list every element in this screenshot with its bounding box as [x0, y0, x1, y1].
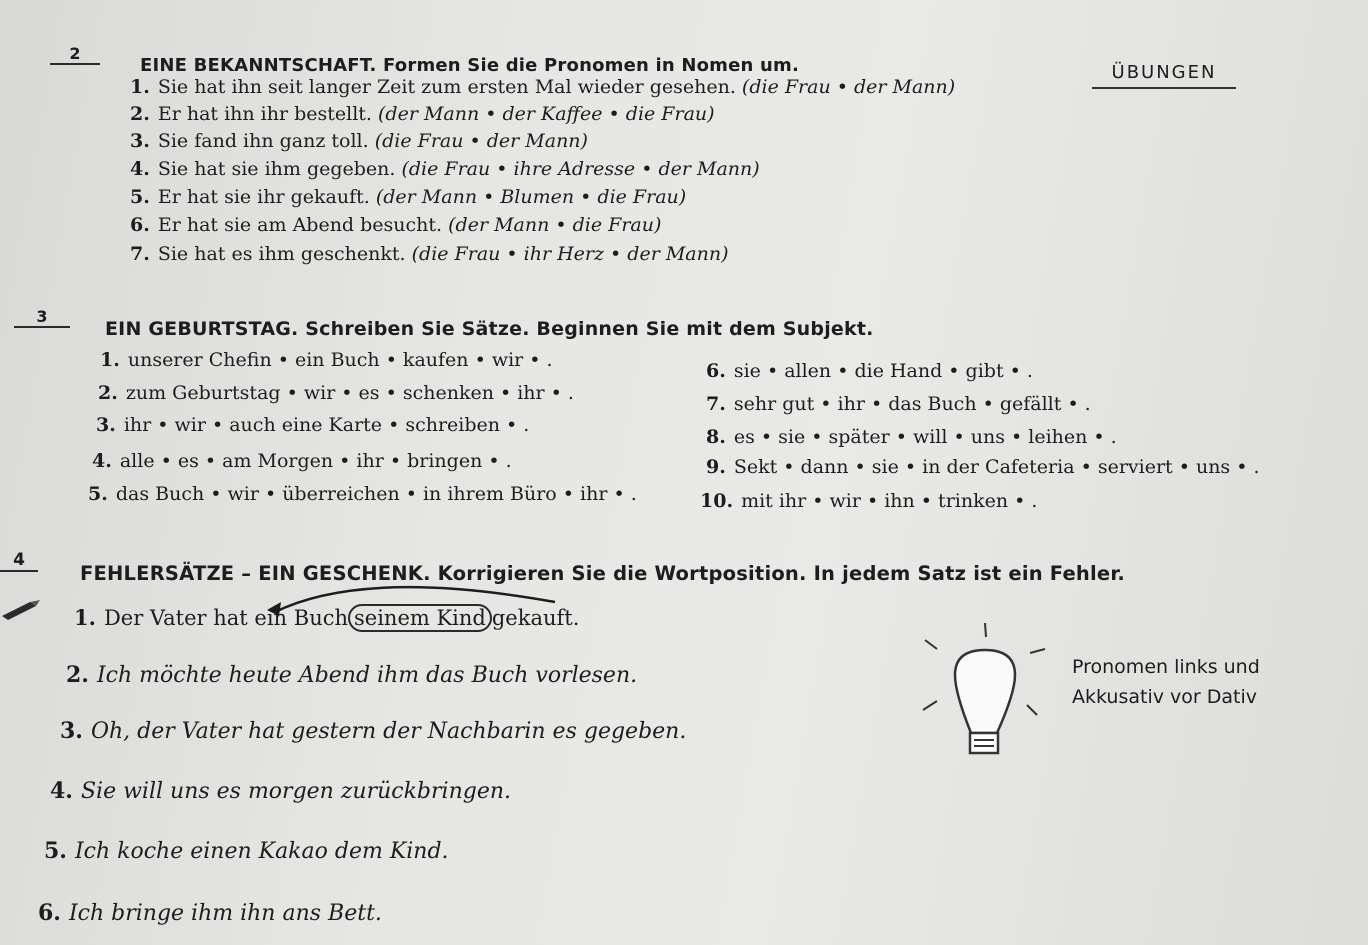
list-item: [706, 456, 1260, 478]
item-text: Sie hat sie ihm gegeben.: [157, 158, 396, 180]
list-item: [130, 243, 729, 265]
list-item: [706, 360, 1033, 382]
item-hint: (der Mann • der Kaffee • die Frau): [378, 103, 715, 125]
item-text: alle • es • am Morgen • ihr • bringen • .: [119, 450, 512, 472]
item-number: 3.: [60, 718, 83, 744]
list-item: [74, 605, 579, 630]
item-text: sie • allen • die Hand • gibt • .: [733, 360, 1033, 382]
item-number: 7.: [706, 393, 726, 415]
lightbulb-icon: [915, 615, 1065, 779]
item-number: 1.: [100, 349, 120, 371]
item-number: 3.: [96, 414, 116, 436]
item-number: 4.: [50, 778, 73, 804]
list-item: [44, 838, 449, 864]
item-text: das Buch • wir • überreichen • in ihrem Büro • ihr • .: [115, 483, 637, 505]
item-text: Er hat sie am Abend besucht.: [157, 214, 443, 236]
list-item: [706, 426, 1117, 448]
list-item: [96, 414, 529, 436]
list-item: [130, 186, 686, 208]
item-text: zum Geburtstag • wir • es • schenken • ihr • .: [125, 382, 574, 404]
item-text: Ich bringe ihm ihn ans Bett.: [68, 901, 382, 926]
list-item: [88, 483, 637, 505]
item-hint: (der Mann • die Frau): [448, 214, 662, 236]
item-hint: (die Frau • der Mann): [374, 130, 588, 152]
tip-line-1: Pronomen links und: [1072, 656, 1260, 678]
item-text: es • sie • später • will • uns • leihen • .: [733, 426, 1117, 448]
list-item: [38, 900, 382, 926]
list-item: [130, 130, 588, 152]
pencil-icon: [0, 596, 44, 626]
list-item: [50, 778, 511, 804]
item-text: Sie will uns es morgen zurückbringen.: [80, 779, 511, 804]
tip-text: [1072, 652, 1260, 712]
item-number: 6.: [38, 900, 61, 926]
item-text: ihr • wir • auch eine Karte • schreiben • .: [123, 414, 530, 436]
exercise-2-title: EINE BEKANNTSCHAFT. Formen Sie die Pronomen in Nomen um.: [140, 55, 800, 76]
item-number: 1.: [74, 605, 96, 630]
item-number: 3.: [130, 130, 150, 152]
item-number: 5.: [130, 186, 150, 208]
item-hint: (der Mann • Blumen • die Frau): [375, 186, 687, 208]
item-text: Sie hat ihn seit langer Zeit zum ersten Mal wieder gesehen.: [157, 76, 736, 98]
item-number: 1.: [130, 76, 150, 98]
list-item: [92, 450, 512, 472]
exercise-4-number: 4: [0, 550, 38, 572]
circled-words: seinem Kind: [348, 604, 492, 632]
item-number: 5.: [44, 838, 67, 864]
list-item: [130, 158, 760, 180]
item-hint: (die Frau • der Mann): [741, 76, 956, 98]
item-number: 6.: [706, 360, 726, 382]
item-text: Ich koche einen Kakao dem Kind.: [74, 839, 449, 864]
item-text: unserer Chefin • ein Buch • kaufen • wir • .: [127, 349, 553, 371]
item-number: 2.: [130, 103, 150, 125]
item-text-end: gekauft.: [491, 606, 580, 630]
item-number: 9.: [706, 456, 726, 478]
item-text: sehr gut • ihr • das Buch • gefällt • .: [733, 393, 1091, 415]
item-text: Sie hat es ihm geschenkt.: [157, 243, 406, 265]
item-number: 2.: [98, 382, 118, 404]
item-text: Sie fand ihn ganz toll.: [157, 130, 369, 152]
list-item: [130, 76, 955, 98]
item-text: Er hat ihn ihr bestellt.: [157, 103, 372, 125]
exercise-2-number: 2: [50, 44, 100, 65]
exercise-3-number: 3: [14, 307, 70, 328]
item-number: 2.: [66, 662, 89, 688]
item-number: 10.: [700, 490, 734, 512]
item-number: 4.: [130, 158, 150, 180]
list-item: [60, 718, 686, 744]
list-item: [66, 662, 637, 688]
item-text: Sekt • dann • sie • in der Cafeteria • serviert • uns • .: [733, 456, 1260, 478]
list-item: [98, 382, 574, 404]
exercise-4-title: FEHLERSÄTZE – EIN GESCHENK. Korrigieren Sie die Wortposition. In jedem Satz ist ein Fehler.: [80, 562, 1125, 585]
section-label: ÜBUNGEN: [1092, 62, 1236, 89]
item-text: mit ihr • wir • ihn • trinken • .: [741, 490, 1038, 512]
item-number: 7.: [130, 243, 150, 265]
item-number: 5.: [88, 483, 108, 505]
item-number: 6.: [130, 214, 150, 236]
item-number: 8.: [706, 426, 726, 448]
list-item: [100, 349, 553, 371]
exercise-3-title: EIN GEBURTSTAG. Schreiben Sie Sätze. Beginnen Sie mit dem Subjekt.: [105, 318, 874, 340]
tip-line-2: Akkusativ vor Dativ: [1072, 686, 1257, 708]
item-hint: (die Frau • ihr Herz • der Mann): [411, 243, 729, 265]
list-item: [130, 214, 661, 236]
item-text: Der Vater hat ein Buch: [103, 606, 349, 630]
list-item: [706, 393, 1091, 415]
item-text: Oh, der Vater hat gestern der Nachbarin es gegeben.: [90, 719, 687, 744]
list-item: [130, 103, 715, 125]
item-text: Ich möchte heute Abend ihm das Buch vorlesen.: [96, 663, 638, 688]
item-text: Er hat sie ihr gekauft.: [157, 186, 370, 208]
list-item: [700, 490, 1037, 512]
item-number: 4.: [92, 450, 112, 472]
item-hint: (die Frau • ihre Adresse • der Mann): [401, 158, 760, 180]
